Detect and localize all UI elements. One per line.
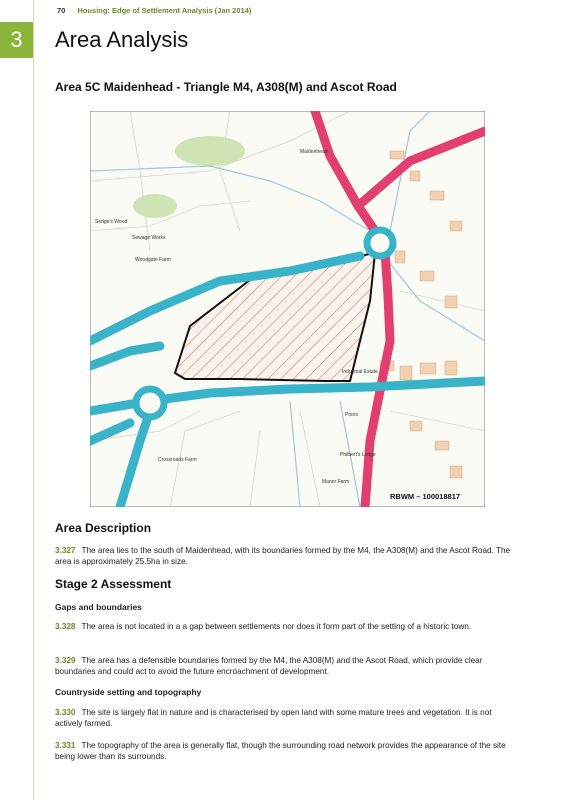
countryside-heading: Countryside setting and topography (55, 687, 202, 697)
map-label: Philbert's Lodge (340, 452, 376, 458)
roundabout-west (136, 389, 164, 417)
map-label: Industrial Estate (342, 369, 378, 375)
paragraph-text: The site is largely flat in nature and is characterised by open land with some mature trees and vegetation. It is not actively farmed. (55, 708, 492, 729)
paragraph-number: 3.331 (55, 741, 76, 750)
paragraph-3-328 (55, 621, 520, 632)
map-label: Sedge's Wood (95, 219, 128, 225)
paragraph-text: The area has a defensible boundaries formed by the M4, the A308(M) and the Ascot Road, which provide clear boundaries and could act to avoid the future encroachment of development. (55, 656, 483, 677)
map-label: Maidenhead (300, 149, 328, 155)
map-copyright: RBWM – 100018817 (390, 492, 461, 501)
map-label: Crossroads Farm (158, 457, 197, 463)
page-header (57, 6, 251, 15)
paragraph-3-330 (55, 707, 520, 729)
chapter-title: Area Analysis (55, 27, 189, 52)
area-title: Area 5C Maidenhead - Triangle M4, A308(M) and Ascot Road (55, 80, 397, 94)
stage-2-heading: Stage 2 Assessment (55, 577, 172, 591)
paragraph-3-327 (55, 545, 520, 567)
chapter-number: 3 (0, 22, 33, 58)
paragraph-number: 3.330 (55, 708, 76, 717)
area-description-heading: Area Description (55, 521, 152, 535)
paragraph-3-329 (55, 655, 520, 677)
roundabout-north (367, 230, 393, 256)
paragraph-number: 3.327 (55, 546, 76, 555)
paragraph-number: 3.329 (55, 656, 76, 665)
map-label: Priors (345, 412, 359, 418)
paragraph-text: The topography of the area is generally flat, though the surrounding road network provides the appearance of the site being lower than its surrounds. (55, 741, 506, 762)
map-label: Sewage Works (132, 235, 166, 241)
paragraph-text: The area is not located in a a gap between settlements nor does it form part of the setting of a historic town. (81, 622, 472, 631)
map-label: Woodgate Farm (135, 257, 171, 263)
site-map (90, 111, 485, 507)
map-label: Manor Farm (322, 479, 350, 485)
gaps-heading: Gaps and boundaries (55, 602, 142, 612)
paragraph-number: 3.328 (55, 622, 76, 631)
document-title: Housing: Edge of Settlement Analysis (Jan 2014) (77, 6, 252, 15)
margin-rule (33, 0, 34, 800)
paragraph-3-331 (55, 740, 520, 762)
page-number: 70 (57, 6, 66, 15)
paragraph-text: The area lies to the south of Maidenhead, with its boundaries formed by the M4, the A308(M) and the Ascot Road. The area is approximately 25.5ha in size. (55, 546, 511, 567)
